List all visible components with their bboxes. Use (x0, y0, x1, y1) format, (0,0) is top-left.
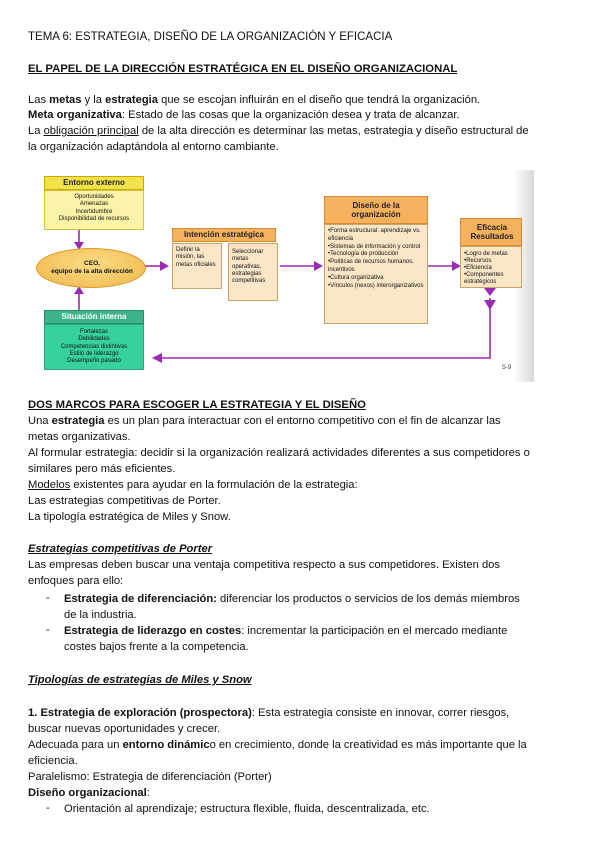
miles-snow-heading: Tipologías de estrategias de Miles y Snow (28, 674, 252, 686)
term-diseno-organizacional: Diseño organizacional (28, 787, 147, 799)
intencion-right-box (228, 243, 278, 301)
list-item: Disponibilidad de recursos (58, 215, 130, 222)
eficacia-items (464, 251, 521, 286)
list-item: •Recursos (464, 258, 492, 264)
ceo-line2: equipo de la alta dirección (51, 268, 133, 275)
text: Las (28, 94, 50, 106)
formulation-line1: Al formular estrategia: decidir si la organización realizará actividades diferentes a sus competidores o (28, 447, 530, 459)
paragraph-obligation-line1 (28, 124, 529, 140)
list-item: Desempeño pasado (67, 358, 121, 365)
situacion-interna-items (45, 329, 143, 365)
text: : Estado de las cosas que la organización desea y trata de alcanzar. (121, 109, 460, 121)
text: de la alta dirección es determinar las metas, estrategia y diseño estructural de (138, 125, 529, 137)
underlined-obligacion-principal: obligación principal (43, 125, 139, 137)
term-estrategia: estrategia (51, 415, 105, 427)
porter-cost-leadership-line1 (64, 624, 507, 640)
term-estrategia: estrategia (105, 94, 158, 106)
prospector-line2: buscar nuevas oportunidades y crecer. (28, 723, 221, 735)
list-item: •Logro de metas (464, 251, 508, 257)
porter-intro-line2: enfoques para ello: (28, 575, 124, 587)
term-exploracion: 1. Estrategia de exploración (prospectora) (28, 707, 252, 719)
ceo-line1: CEO, (84, 260, 100, 267)
situacion-interna-box (44, 324, 144, 370)
text: o en crecimiento, donde la creatividad es más importante que la (209, 739, 527, 751)
underlined-modelos: Modelos (28, 479, 71, 491)
list-item: Incertidumbre (75, 208, 113, 215)
list-item: Competencias distintivas (60, 343, 128, 350)
prospector-design-bullet: Orientación al aprendizaje; estructura flexible, fluida, descentralizada, etc. (64, 803, 430, 815)
paragraph-goals-strategy (28, 93, 480, 109)
text: y la (81, 94, 106, 106)
text: : (146, 787, 150, 799)
entorno-externo-box (44, 190, 144, 230)
prospector-parallel: Paralelismo: Estrategia de diferenciación (Porter) (28, 771, 272, 783)
text: diferenciar los productos o servicios de los demás miembros (216, 593, 520, 605)
intencion-right-text: Seleccionar metas operativas, estrategias competitivas (232, 249, 266, 285)
text: es un plan para interactuar con el entorno competitivo con el fin de alcanzar las (104, 415, 501, 427)
section-heading-strategic-role: EL PAPEL DE LA DIRECCIÓN ESTRATÉGICA EN EL DISEÑO ORGANIZACIONAL (28, 63, 458, 75)
list-item: •Forma estructural: aprendizaje vs. eficiencia (328, 228, 421, 242)
list-item: Estilo de liderazgo (69, 350, 119, 357)
list-item: •Eficiencia (464, 265, 492, 271)
text: Adecuada para un (28, 739, 123, 751)
porter-intro-line1: Las empresas deben buscar una ventaja competitiva respecto a sus competidores. Existen dos (28, 559, 500, 571)
list-item: Debilidades (78, 336, 110, 343)
text: existentes para ayudar en la formulación de la estrategia: (70, 479, 358, 491)
situacion-interna-header (44, 310, 144, 324)
bullet-dash: - (46, 802, 50, 814)
prospector-environment-line2: eficiencia. (28, 755, 78, 767)
text: : incrementar la participación en el mercado mediante (241, 625, 508, 637)
text: que se escojan influirán en el diseño que tendrá la organización. (158, 94, 481, 106)
text: La (28, 125, 44, 137)
intencion-header (172, 228, 276, 242)
bullet-dash: - (46, 624, 50, 636)
diseno-items (328, 228, 426, 290)
definition-meta-organizativa (28, 108, 460, 124)
list-item: •Componentes estratégicos (464, 272, 504, 285)
prospector-design-heading (28, 786, 150, 802)
intencion-left-box (172, 243, 222, 289)
porter-cost-leadership-line2: costes bajos frente a la competencia. (64, 641, 249, 653)
porter-differentiation-line1 (64, 592, 520, 608)
term-liderazgo-costes: Estrategia de liderazgo en costes (64, 625, 242, 637)
arrowhead-right (160, 261, 169, 271)
document-title: TEMA 6: ESTRATEGIA, DISEÑO DE LA ORGANIZACIÓN Y EFICACIA (28, 31, 393, 43)
list-item: Oportunidades (74, 194, 114, 200)
eficacia-title: Eficacia Resultados (470, 223, 514, 241)
eficacia-header (460, 218, 522, 246)
entorno-externo-header (44, 176, 144, 190)
diseno-box (324, 224, 428, 324)
arrowhead-right (314, 261, 323, 271)
entorno-externo-title: Entorno externo (63, 178, 125, 187)
porter-differentiation-line2: de la industria. (64, 609, 137, 621)
ceo-label (37, 260, 147, 276)
diseno-header (324, 196, 428, 224)
section-heading-two-frameworks: DOS MARCOS PARA ESCOGER LA ESTRATEGIA Y EL DISEÑO (28, 399, 366, 411)
ceo-ellipse (36, 248, 146, 288)
models-line (28, 478, 358, 494)
list-item: •Tecnología de producción (328, 251, 399, 258)
entorno-externo-items (45, 194, 143, 223)
intencion-left-text: Definir la misión, las metas oficiales (176, 247, 216, 268)
figure-page-ref: 5-9 (502, 364, 512, 371)
arrowhead-left (152, 353, 162, 363)
paragraph-obligation-line2: la organización adaptándola al entorno cambiante. (28, 141, 279, 153)
situacion-interna-title: Situación interna (61, 312, 127, 321)
strategy-definition-line2: metas organizativas. (28, 431, 131, 443)
porter-heading: Estrategias competitivas de Porter (28, 543, 213, 555)
term-metas: metas (49, 94, 82, 106)
model-porter: Las estrategias competitivas de Porter. (28, 495, 221, 507)
formulation-line2: similares pero más eficientes. (28, 463, 176, 475)
list-item: •Políticas de recursos humanos, incentivos (328, 259, 414, 273)
term-meta-organizativa: Meta organizativa (28, 109, 122, 121)
term-entorno-dinamico: entorno dinámic (122, 739, 210, 751)
eficacia-box (460, 246, 522, 288)
list-item: •Cultura organizativa (328, 274, 384, 281)
list-item: Fortalezas (79, 329, 108, 335)
model-miles-snow: La tipología estratégica de Miles y Snow. (28, 511, 231, 523)
arrowhead-small-down (484, 288, 496, 296)
text: Una (28, 415, 52, 427)
strategy-design-diagram (32, 170, 534, 382)
arrowhead-down (484, 300, 496, 310)
prospector-environment-line (28, 738, 527, 754)
term-diferenciacion: Estrategia de diferenciación: (64, 593, 217, 605)
prospector-line1 (28, 706, 509, 722)
diseno-title: Diseño de la organización (351, 201, 401, 219)
text: : Esta estrategia consiste en innovar, correr riesgos, (251, 707, 510, 719)
intencion-title: Intención estratégica (183, 230, 265, 239)
list-item: Amenazas (79, 201, 109, 208)
list-item: •Vínculos (nexos) interorganizativos (328, 282, 424, 289)
strategy-definition-line1 (28, 414, 501, 430)
list-item: •Sistemas de información y control (328, 243, 421, 250)
bullet-dash: - (46, 592, 50, 604)
